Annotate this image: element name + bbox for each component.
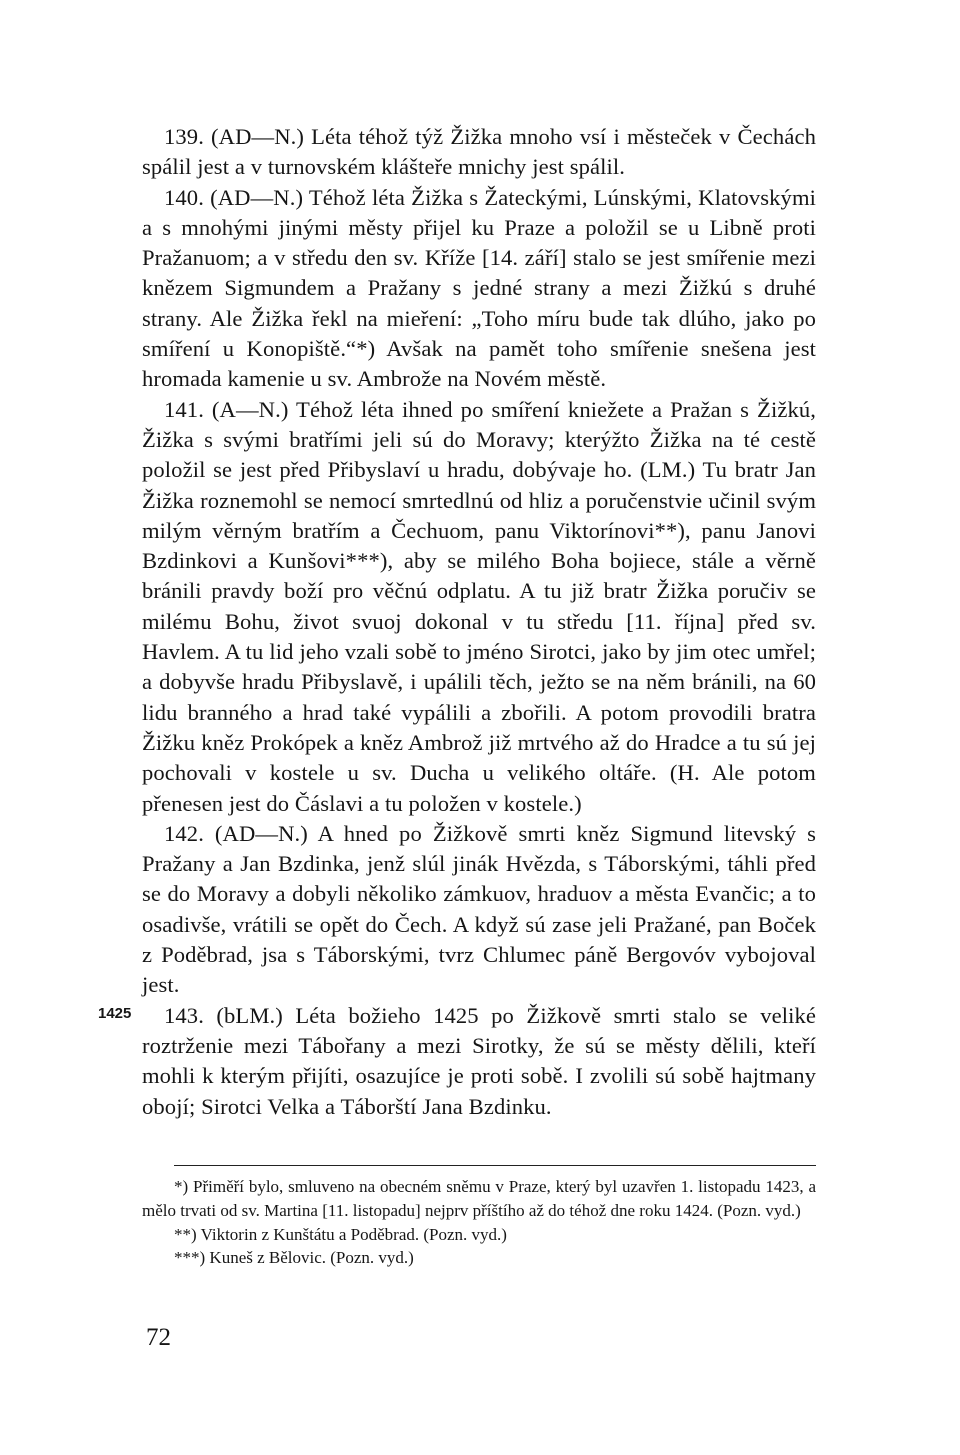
margin-year-note: 1425 (98, 1004, 132, 1022)
paragraph-141: 141. (A—N.) Téhož léta ihned po smíření kniežete a Pražan s Žižkú, Žižka s svými bratřími jeli sú do Moravy; kterýžto Žižka na té cestě položil se jest před Přibyslaví u hradu, dobývaje ho. (LM.) Tu bratr Jan Žižka roznemohl se nemocí smrtedlnú od hliz a poručenstvie učinil svým milým věrným bratřím a Čechuom, panu Viktorínovi**), panu Janovi Bzdinkovi a Kunšovi***), aby se milého Boha bojiece, stále a věrně bránili pravdy boží pro věčnú odplatu. A tu již bratr Žižka poručiv se milému Bohu, život svuoj dokonal v tu středu [11. října] před sv. Havlem. A tu lid jeho vzali sobě to jméno Sirotci, jako by jim otec umřel; a dobyvše hradu Přibyslavě, i upálili těch, ježto se na něm bránili, na 60 lidu branného a hrad také vypálili a zbořili. A potom provodili bratra Žižku kněz Prokópek a kněz Ambrož již mrtvého až do Hradce a tu sú jej pochovali v kostele u sv. Ducha u velikého oltáře. (H. Ale potom přenesen jest do Čáslavi a tu položen v kostele.) (142, 396, 816, 816)
paragraph-143: 143. (bLM.) Léta božieho 1425 po Žižkově smrti stalo se veliké roztrženie mezi Tábořany a mezi Sirotky, že sú se městy dělili, kteří mohli k kterým přijíti, osazujíce je proti sobě. I zvolili sú sobě hajtmany obojí; Sirotci Velka a Táborští Jana Bzdinku. (142, 1002, 816, 1119)
footnote-3: ***) Kuneš z Bělovic. (Pozn. vyd.) (174, 1248, 414, 1268)
main-text (98, 122, 816, 1122)
footnote-2: **) Viktorin z Kunštátu a Poděbrad. (Pozn. vyd.) (174, 1224, 507, 1244)
footnotes (142, 1175, 816, 1270)
footnote-divider (174, 1165, 816, 1166)
paragraph-139: 139. (AD—N.) Léta téhož týž Žižka mnoho vsí i městeček v Čechách spálil jest a v turnovském klášteře mnichy jest spálil. (142, 124, 816, 180)
paragraph-140: 140. (AD—N.) Téhož léta Žižka s Žateckými, Lúnskými, Klatovskými a s mnohými jinými městy přijel ku Praze a položil se u Libně proti Pražanuom; a v středu den sv. Kříže [14. září] stalo se jest smířenie mezi knězem Sigmundem a Pražany s jedné strany a mezi Žižkú s druhé strany. Ale Žižka řekl na mieření: „Toho míru bude tak dlúho, jako po smíření u Konopiště.“*) Avšak na pamět toho smířenie snešena jest hromada kamenie u sv. Ambrože na Novém městě. (142, 184, 816, 392)
paragraph-142: 142. (AD—N.) A hned po Žižkově smrti kněz Sigmund litevský s Pražany a Jan Bzdinka, jenž slúl jinák Hvězda, s Táborskými, táhli před se do Moravy a dobyli několiko zámkuov, hraduov a města Evančic; a to osadivše, vrátili se opět do Čech. A když sú zase jeli Pražané, pan Boček z Poděbrad, jsa s Táborskými, tvrz Chlumec páně Bergovóv vybojoval jest. (142, 820, 816, 998)
footnote-1: *) Přiměří bylo, smluveno na obecném sněmu v Praze, který byl uzavřen 1. listopadu 1423, a mělo trvati od sv. Martina [11. listopadu] nejprv příštího až do téhož dne roku 1424. (Pozn. vyd.) (142, 1177, 816, 1220)
paragraph-143-wrapper (98, 1001, 816, 1122)
page-number: 72 (146, 1324, 171, 1351)
